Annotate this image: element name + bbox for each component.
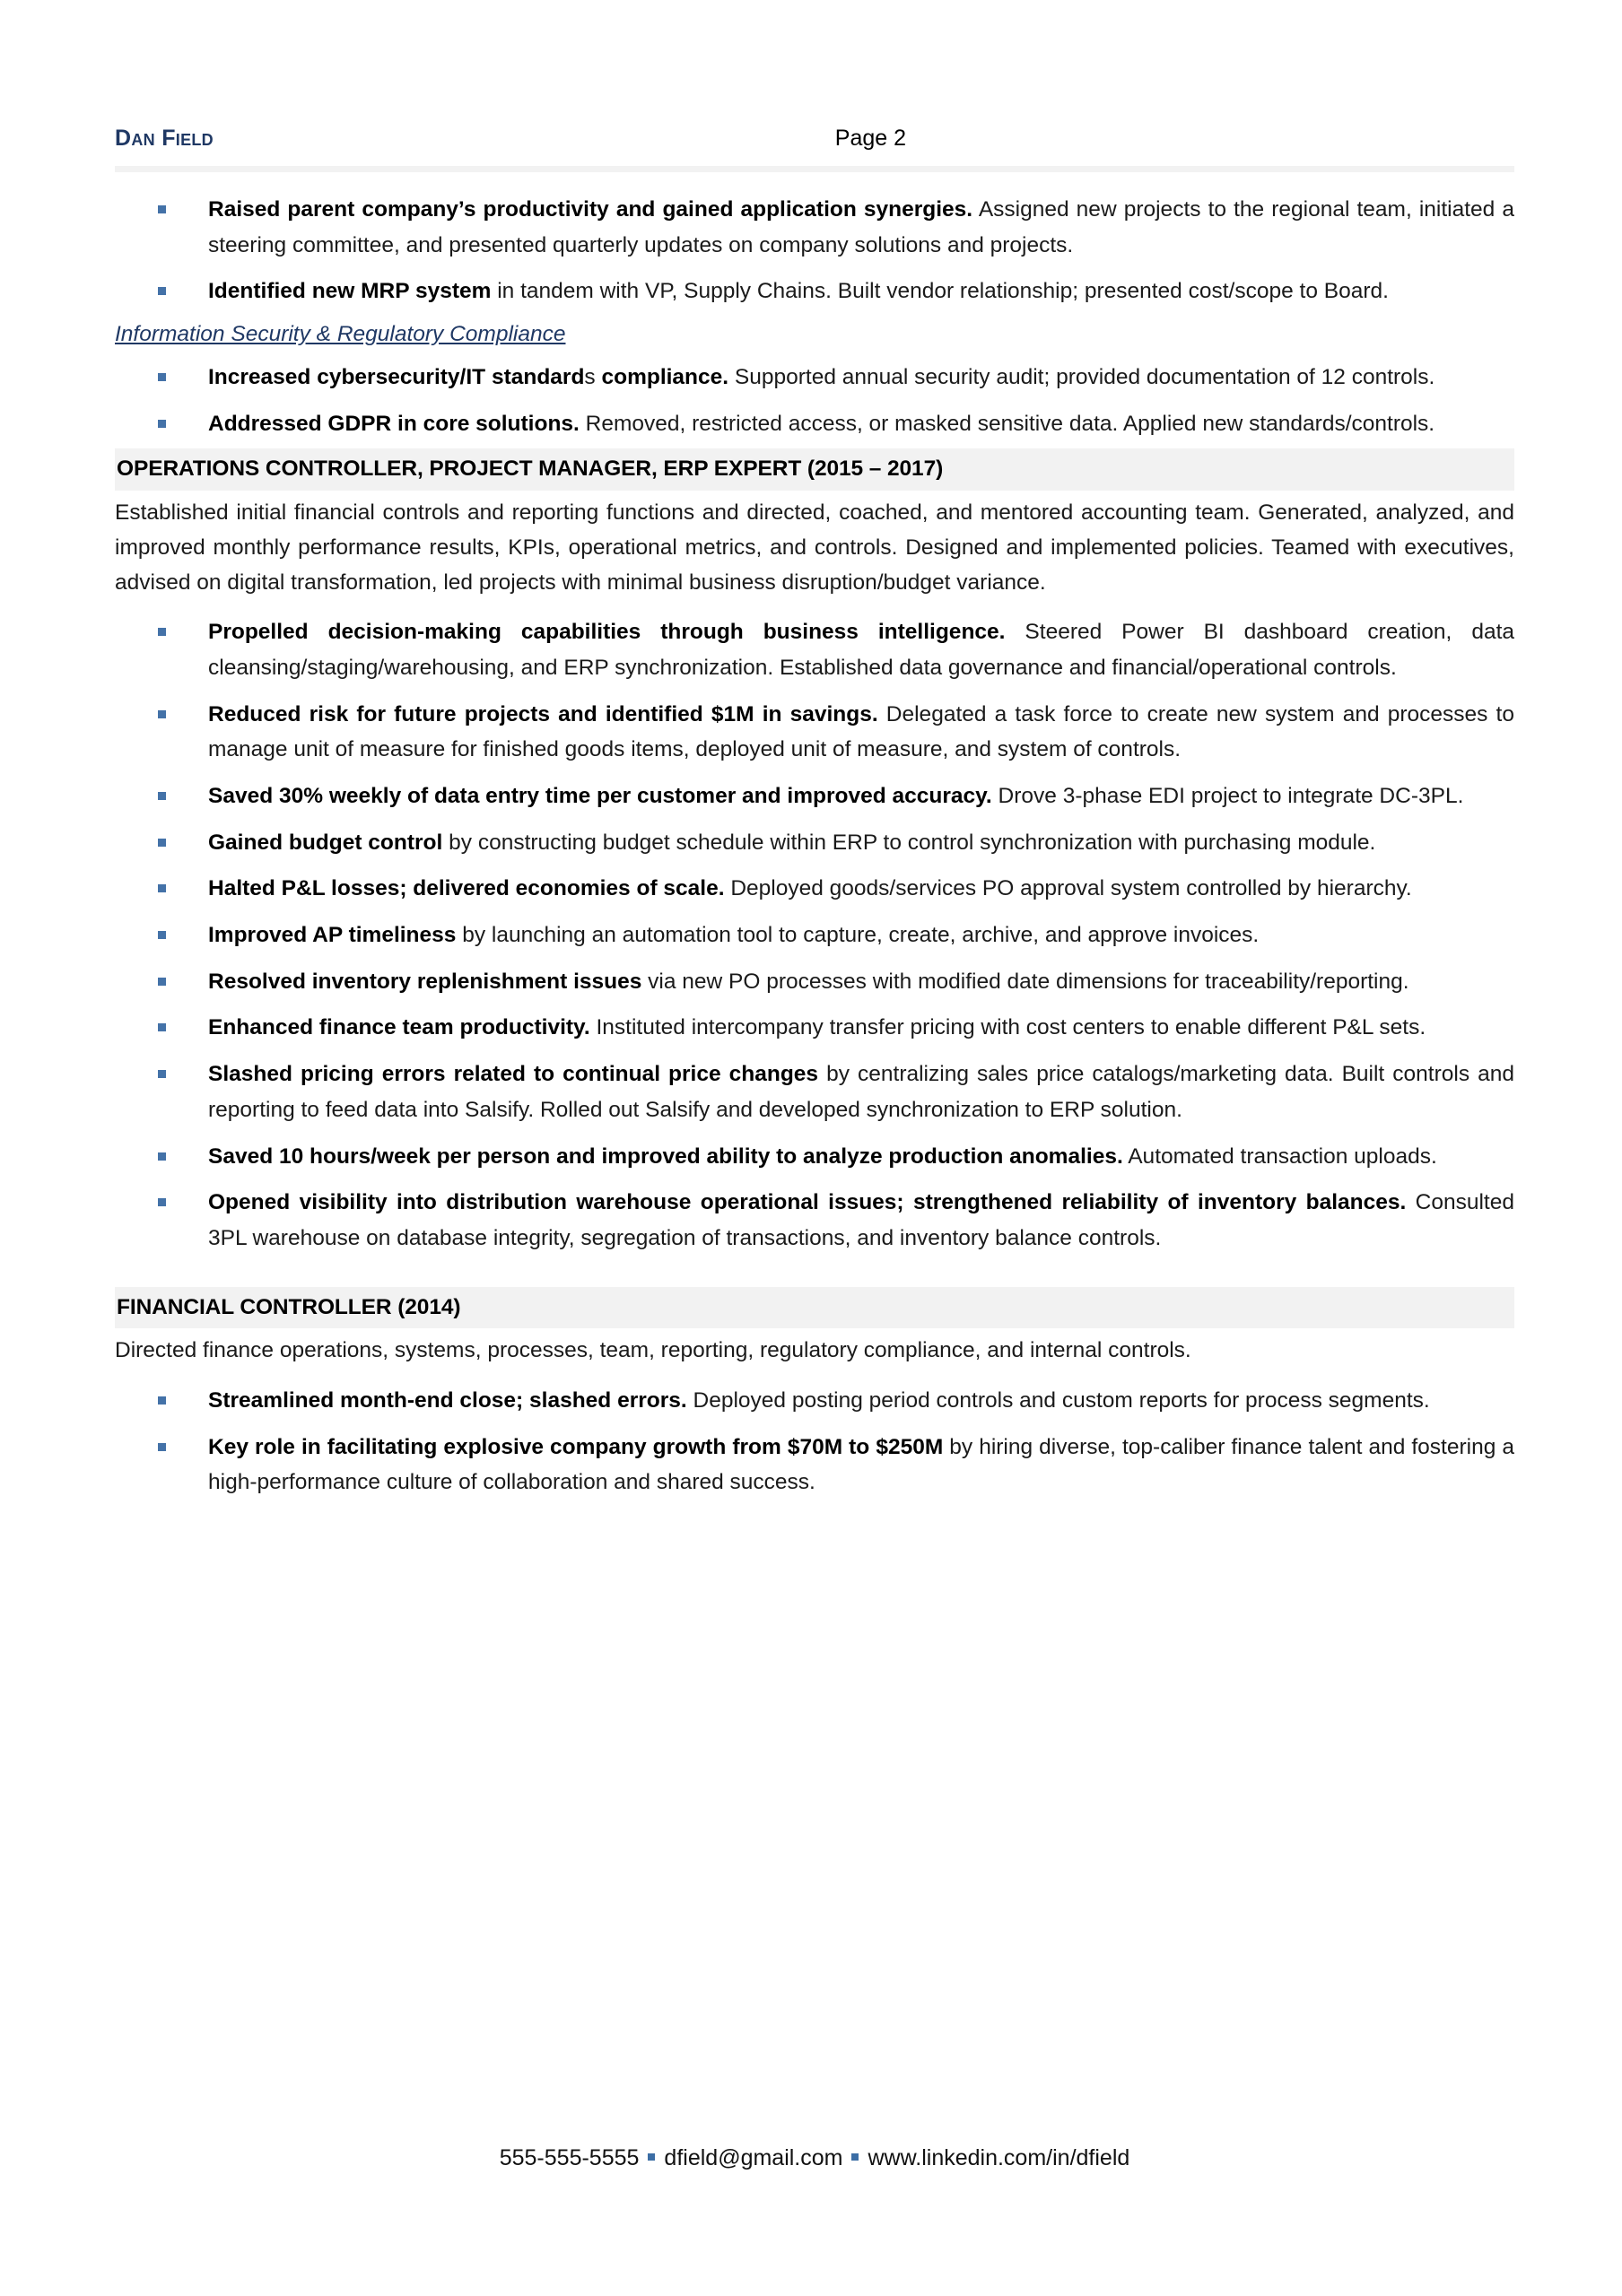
bullet-body-text: Supported annual security audit; provided documentation of 12 controls. [728, 365, 1435, 390]
subsection-infosec [115, 309, 1514, 441]
bullet-item [115, 871, 1514, 907]
bullet-lead-plain: s [584, 365, 596, 390]
bullet-item [115, 1383, 1514, 1419]
running-header [115, 126, 1514, 161]
bullet-body-text: in tandem with VP, Supply Chains. Built vendor relationship; presented cost/scope to Board. [491, 279, 1389, 304]
bullet-square-icon [158, 710, 166, 718]
bullet-lead-bold: Enhanced finance team productivity. [208, 1015, 590, 1040]
bullet-item [115, 274, 1514, 309]
bullet-lead-bold: Halted P&L losses; delivered economies of scale. [208, 876, 725, 901]
bullet-square-icon [158, 373, 166, 381]
footer-phone: 555-555-5555 [499, 2145, 640, 2170]
bullet-body-text: by hiring diverse, top-caliber finance talent and fostering a high-performance culture of collaboration and shared success. [208, 1434, 1514, 1495]
bullet-square-icon [158, 839, 166, 847]
bullet-item [115, 614, 1514, 685]
bullet-item [115, 964, 1514, 1000]
bullet-square-icon [158, 420, 166, 428]
bullet-square-icon [158, 1443, 166, 1451]
job-entry-financial-controller [115, 1287, 1514, 1501]
bullet-square-icon [158, 628, 166, 636]
bullet-lead-bold: Gained budget control [208, 830, 443, 855]
bullet-square-icon [158, 884, 166, 892]
bullet-square-icon [158, 287, 166, 295]
bullet-body-text: Instituted intercompany transfer pricing with cost centers to enable different P&L sets. [589, 1015, 1426, 1040]
top-bullet-list [115, 192, 1514, 309]
job1-bullet-list [115, 614, 1514, 1256]
bullet-lead-bold: Improved AP timeliness [208, 923, 457, 948]
bullet-body-text: Drove 3-phase EDI project to integrate DC-3PL. [991, 784, 1464, 809]
bullet-item [115, 192, 1514, 263]
bullet-square-icon [158, 1070, 166, 1078]
bullet-lead-bold: Increased cybersecurity/IT standard [208, 365, 585, 390]
bullet-body-text: by constructing budget schedule within ERP to control synchronization with purchasing module. [442, 830, 1376, 855]
bullet-lead-bold: Identified new MRP system [208, 279, 492, 304]
bullet-lead-bold: Slashed pricing errors related to continual price changes [208, 1062, 819, 1087]
job-summary: Established initial financial controls and reporting functions and directed, coached, and mentored accounting team. Generated, analyzed, and improved monthly performance results, KPIs, operational metrics, and controls. Designed and implemented policies. Teamed with executives, advised on digital transformation, led projects with minimal business disruption/budget variance. [115, 500, 1514, 595]
bullet-item [115, 406, 1514, 442]
bullet-lead-bold: Reduced risk for future projects and identified $1M in savings. [208, 701, 878, 726]
bullet-item [115, 1057, 1514, 1127]
bullet-lead-bold: Streamlined month-end close; slashed errors. [208, 1388, 687, 1413]
bullet-item [115, 1010, 1514, 1046]
header-divider [115, 166, 1514, 172]
bullet-lead-bold: Saved 10 hours/week per person and improved ability to analyze production anomalies. [208, 1144, 1123, 1169]
subsection-bullet-list [115, 360, 1514, 441]
bullet-lead-bold: Addressed GDPR in core solutions. [208, 411, 580, 436]
bullet-body-text: Deployed posting period controls and custom reports for process segments. [686, 1388, 1430, 1413]
bullet-item [115, 918, 1514, 953]
bullet-square-icon [158, 1152, 166, 1161]
bullet-body-text: by launching an automation tool to capture, create, archive, and approve invoices. [456, 923, 1260, 948]
bullet-body-text: Automated transaction uploads. [1122, 1144, 1437, 1169]
bullet-lead-bold-2: compliance. [595, 365, 729, 390]
bullet-item [115, 1430, 1514, 1500]
bullet-lead-bold: Opened visibility into distribution warehouse operational issues; strengthened reliability of inventory balances. [208, 1190, 1407, 1215]
bullet-lead-bold: Propelled decision-making capabilities through business intelligence. [208, 620, 1006, 645]
job2-bullet-list [115, 1383, 1514, 1500]
footer-separator-square-icon [648, 2153, 655, 2161]
bullet-body-text: Consulted 3PL warehouse on database integrity, segregation of transactions, and inventory balance controls. [208, 1190, 1514, 1250]
footer-linkedin[interactable]: www.linkedin.com/in/dfield [868, 2145, 1130, 2170]
bullet-item [115, 778, 1514, 814]
bullet-square-icon [158, 792, 166, 800]
footer-contact-line [115, 2145, 1514, 2171]
bullet-square-icon [158, 205, 166, 213]
bullet-item [115, 825, 1514, 861]
bullet-square-icon [158, 1396, 166, 1405]
footer-email[interactable]: dfield@gmail.com [664, 2145, 843, 2170]
bullet-lead-bold: Key role in facilitating explosive company growth from $70M to $250M [208, 1434, 944, 1459]
bullet-square-icon [158, 931, 166, 939]
bullet-body-text: via new PO processes with modified date dimensions for traceability/reporting. [641, 969, 1409, 994]
subsection-heading: Information Security & Regulatory Compliance [115, 322, 566, 347]
header-candidate-name: Dan Field [115, 126, 214, 151]
bullet-body-text: Assigned new projects to the regional team, initiated a steering committee, and presented quarterly updates on company solutions and projects. [208, 197, 1514, 257]
bullet-body-text: Delegated a task force to create new system and processes to manage unit of measure for finished goods items, deployed unit of measure, and system of controls. [208, 701, 1514, 762]
bullet-item [115, 1139, 1514, 1175]
bullet-body-text: by centralizing sales price catalogs/marketing data. Built controls and reporting to feed data into Salsify. Rolled out Salsify and developed synchronization to ERP solution. [208, 1062, 1514, 1122]
page-content [115, 126, 1514, 1504]
bullet-lead-bold: Saved 30% weekly of data entry time per customer and improved accuracy. [208, 784, 992, 809]
job-title-band: FINANCIAL CONTROLLER (2014) [115, 1287, 1514, 1329]
header-page-number: Page 2 [834, 126, 907, 151]
bullet-item [115, 360, 1514, 396]
job-title-band: OPERATIONS CONTROLLER, PROJECT MANAGER, ERP EXPERT (2015 – 2017) [115, 448, 1514, 491]
bullet-square-icon [158, 1023, 166, 1031]
bullet-item [115, 697, 1514, 768]
job-summary: Directed finance operations, systems, processes, team, reporting, regulatory compliance, and internal controls. [115, 1338, 1191, 1363]
bullet-square-icon [158, 1198, 166, 1206]
job-entry-operations-controller [115, 448, 1514, 1256]
footer-separator-square-icon [851, 2153, 859, 2161]
bullet-square-icon [158, 978, 166, 986]
bullet-body-text: Deployed goods/services PO approval system controlled by hierarchy. [724, 876, 1412, 901]
bullet-lead-bold: Resolved inventory replenishment issues [208, 969, 642, 994]
bullet-body-text: Steered Power BI dashboard creation, data cleansing/staging/warehousing, and ERP synchronization. Established data governance and financial/operational controls. [208, 620, 1514, 680]
bullet-item [115, 1185, 1514, 1256]
bullet-body-text: Removed, restricted access, or masked sensitive data. Applied new standards/controls. [579, 411, 1435, 436]
bullet-lead-bold: Raised parent company’s productivity and gained application synergies. [208, 197, 973, 222]
